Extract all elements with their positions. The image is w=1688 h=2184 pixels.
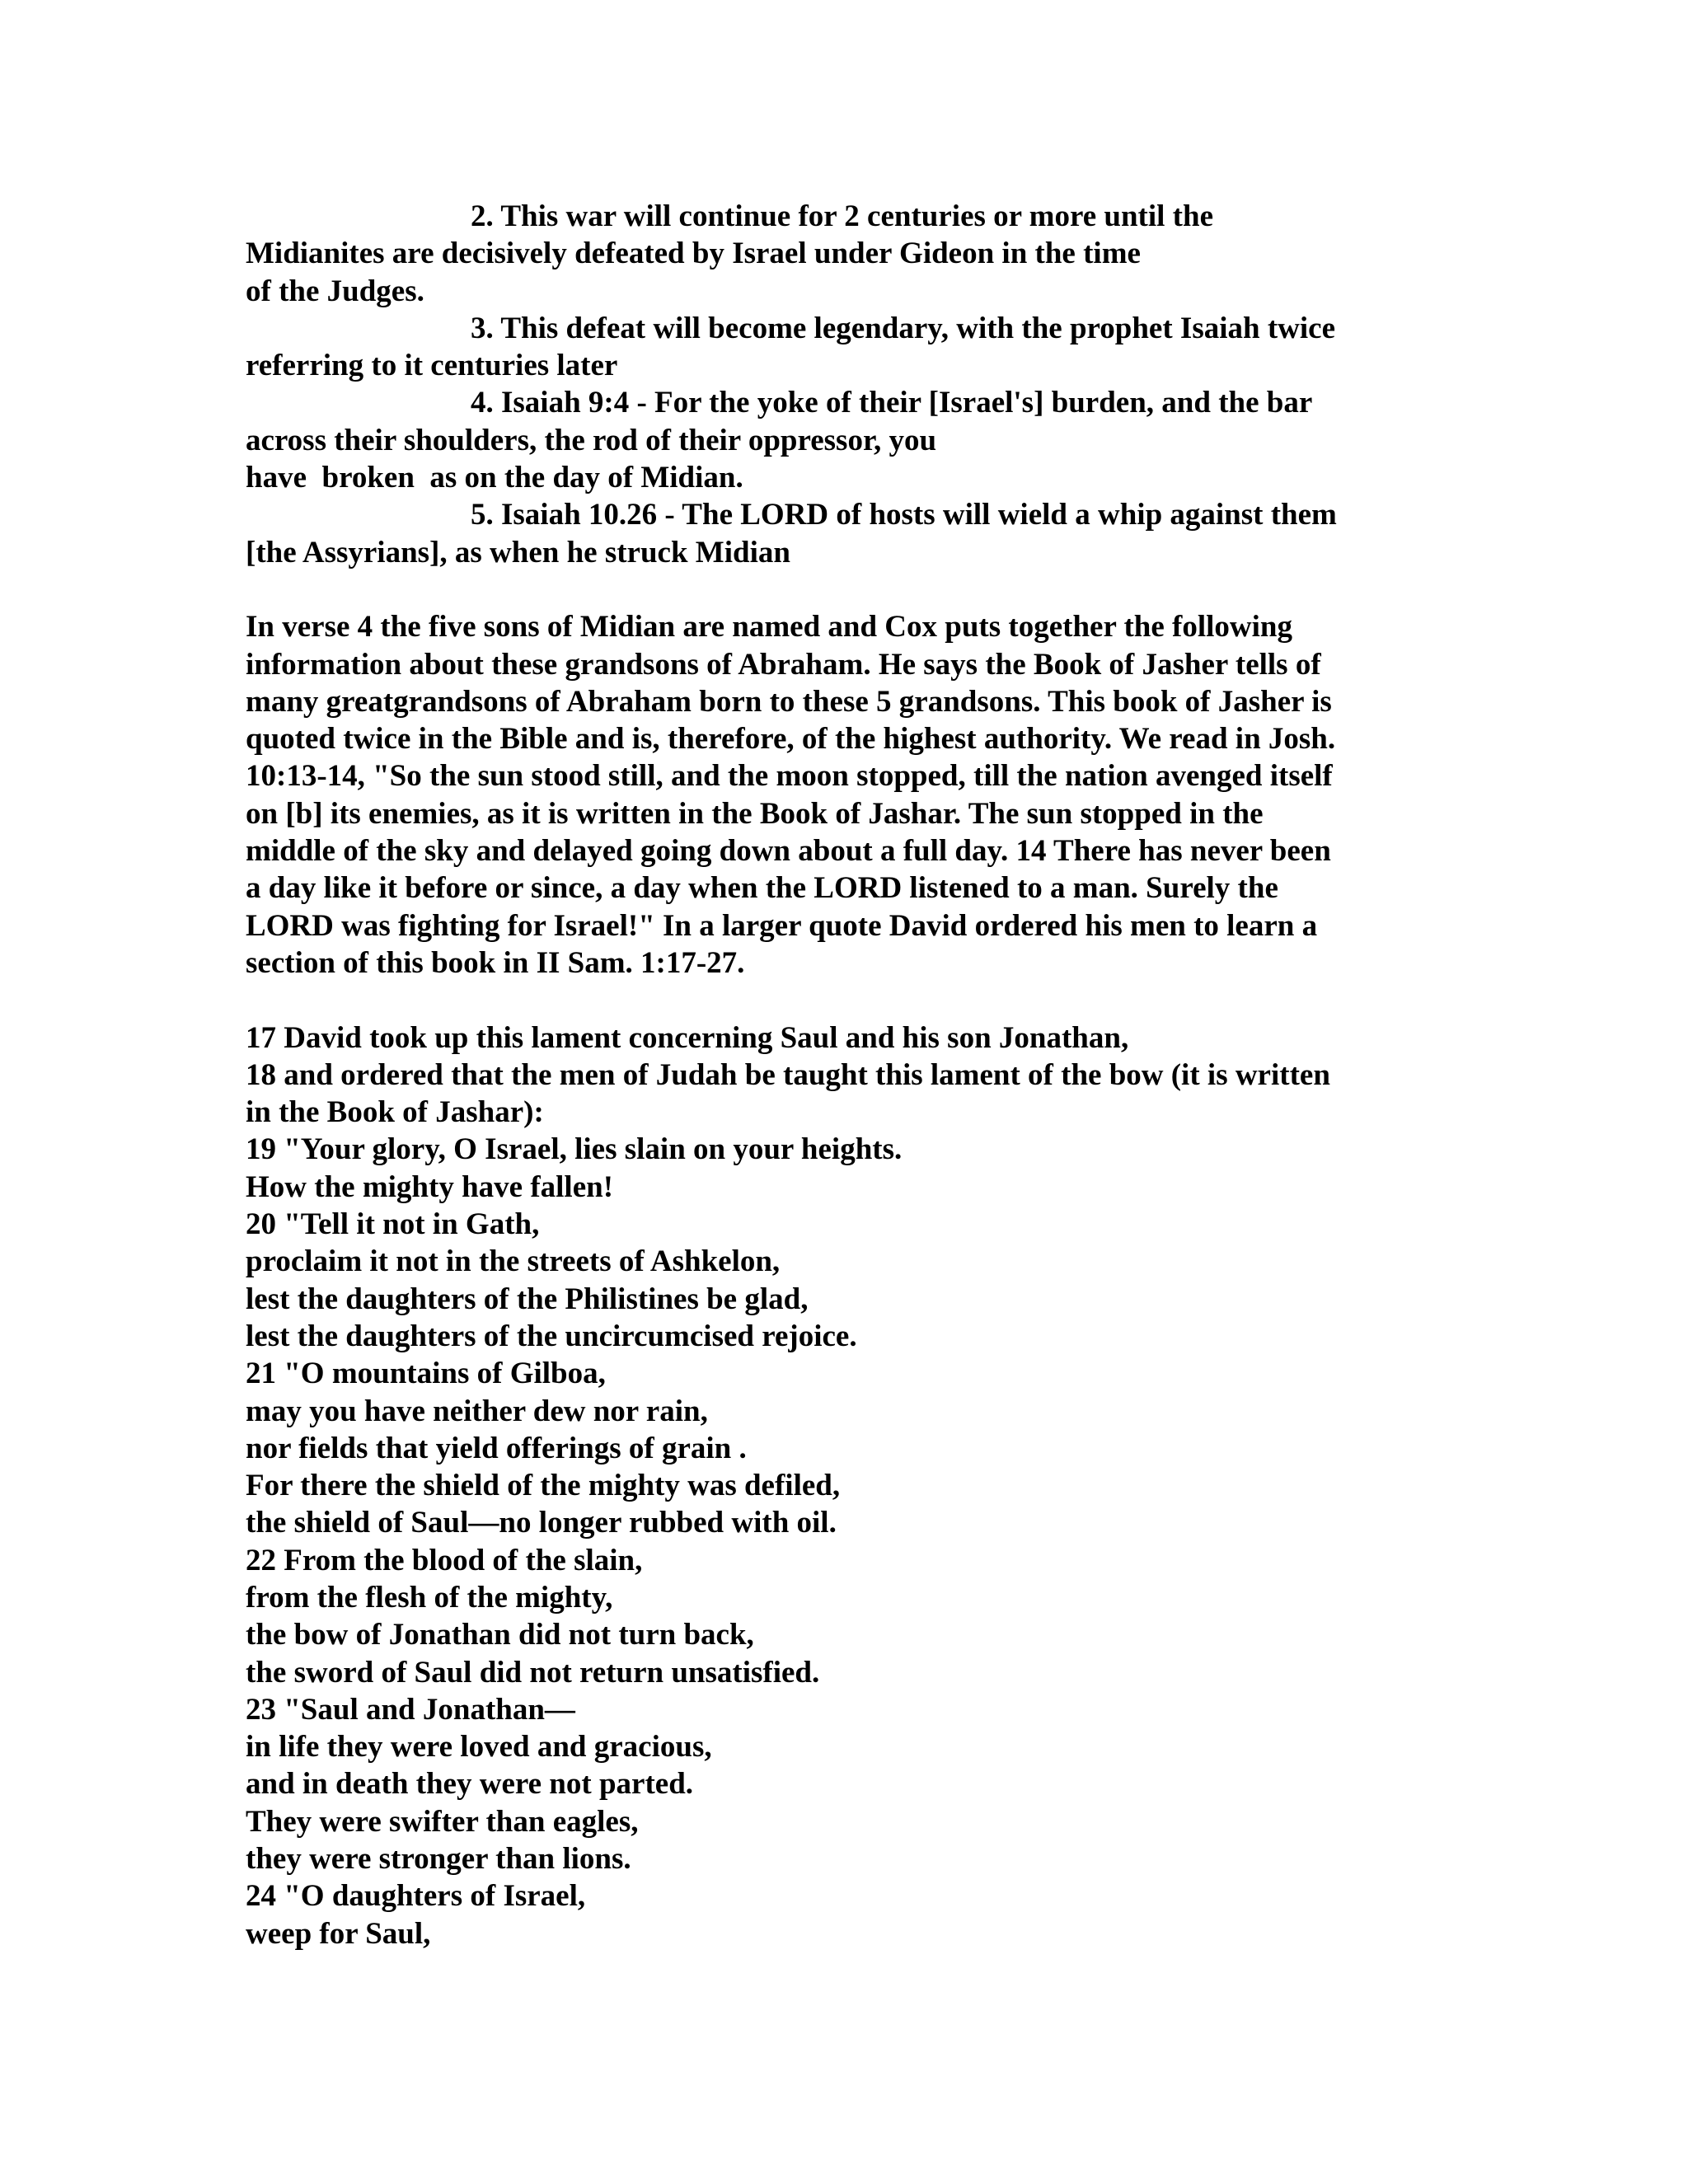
numbered-item — [246, 384, 1449, 496]
numbered-item — [246, 310, 1449, 385]
verse-line: may you have neither dew nor rain, — [246, 1394, 708, 1428]
verse-line: weep for Saul, — [246, 1916, 431, 1951]
text-line: many greatgrandsons of Abraham born to these 5 grandsons. This book of Jasher is — [246, 684, 1332, 719]
text-line: have broken as on the day of Midian. — [246, 461, 743, 495]
text-line: Midianites are decisively defeated by Israel under Gideon in the time — [246, 237, 1141, 271]
verse-line: nor fields that yield offerings of grain . — [246, 1431, 747, 1465]
lament-passage — [246, 1019, 1449, 1952]
verse-line: proclaim it not in the streets of Ashkelon, — [246, 1244, 781, 1279]
text-line: of the Judges. — [246, 274, 424, 308]
verse-line: 23 "Saul and Jonathan— — [246, 1692, 575, 1727]
text-line: information about these grandsons of Abraham. He says the Book of Jasher tells of — [246, 647, 1321, 682]
text-line: section of this book in II Sam. 1:17-27. — [246, 945, 745, 980]
text-line: 3. This defeat will become legendary, with the prophet Isaiah twice — [471, 311, 1335, 345]
text-line: across their shoulders, the rod of their oppressor, you — [246, 423, 937, 457]
text-line: [the Assyrians], as when he struck Midian — [246, 535, 790, 569]
verse-line: 22 From the blood of the slain, — [246, 1543, 643, 1577]
text-line: 2. This war will continue for 2 centuries or more until the — [471, 199, 1214, 233]
text-line: quoted twice in the Bible and is, therefore, of the highest authority. We read in Josh. — [246, 722, 1336, 757]
verse-line: 21 "O mountains of Gilboa, — [246, 1357, 606, 1391]
page-text — [246, 198, 1449, 1952]
numbered-item — [246, 198, 1449, 310]
verse-line: the bow of Jonathan did not turn back, — [246, 1618, 754, 1652]
text-line: a day like it before or since, a day when the LORD listened to a man. Surely the — [246, 871, 1278, 906]
text-line: 10:13-14, "So the sun stood still, and the moon stopped, till the nation avenged itself — [246, 759, 1333, 794]
verse-line: 20 "Tell it not in Gath, — [246, 1207, 540, 1242]
text-line: LORD was fighting for Israel!" In a larger quote David ordered his men to learn a — [246, 908, 1318, 943]
text-line: 5. Isaiah 10.26 - The LORD of hosts will wield a whip against them — [471, 498, 1337, 532]
verse-line: For there the shield of the mighty was defiled, — [246, 1469, 841, 1503]
verse-line: the sword of Saul did not return unsatisfied. — [246, 1655, 820, 1690]
verse-line: 19 "Your glory, O Israel, lies slain on your heights. — [246, 1132, 903, 1167]
verse-line: in life they were loved and gracious, — [246, 1730, 712, 1765]
verse-line: in the Book of Jashar): — [246, 1095, 544, 1130]
verse-line: How the mighty have fallen! — [246, 1169, 614, 1204]
numbered-item — [246, 496, 1449, 571]
verse-line: they were stronger than lions. — [246, 1842, 631, 1877]
verse-line: the shield of Saul—no longer rubbed with oil. — [246, 1506, 837, 1540]
text-line: middle of the sky and delayed going down about a full day. 14 There has never been — [246, 834, 1331, 869]
paragraph-gap — [246, 982, 1449, 1019]
text-line: referring to it centuries later — [246, 349, 618, 383]
verse-line: lest the daughters of the Philistines be glad, — [246, 1282, 809, 1316]
verse-line: from the flesh of the mighty, — [246, 1580, 613, 1615]
text-line: on [b] its enemies, as it is written in the Book of Jashar. The sun stopped in the — [246, 796, 1264, 831]
verse-line: 17 David took up this lament concerning Saul and his son Jonathan, — [246, 1020, 1129, 1055]
verse-line: and in death they were not parted. — [246, 1767, 694, 1802]
text-line: 4. Isaiah 9:4 - For the yoke of their [Israel's] burden, and the bar — [471, 386, 1313, 420]
text-line: In verse 4 the five sons of Midian are named and Cox puts together the following — [246, 610, 1292, 644]
body-paragraph — [246, 608, 1449, 982]
verse-line: 24 "O daughters of Israel, — [246, 1879, 586, 1914]
verse-line: They were swifter than eagles, — [246, 1804, 639, 1839]
paragraph-gap — [246, 571, 1449, 608]
verse-line: lest the daughters of the uncircumcised rejoice. — [246, 1319, 857, 1353]
verse-line: 18 and ordered that the men of Judah be taught this lament of the bow (it is written — [246, 1057, 1330, 1092]
